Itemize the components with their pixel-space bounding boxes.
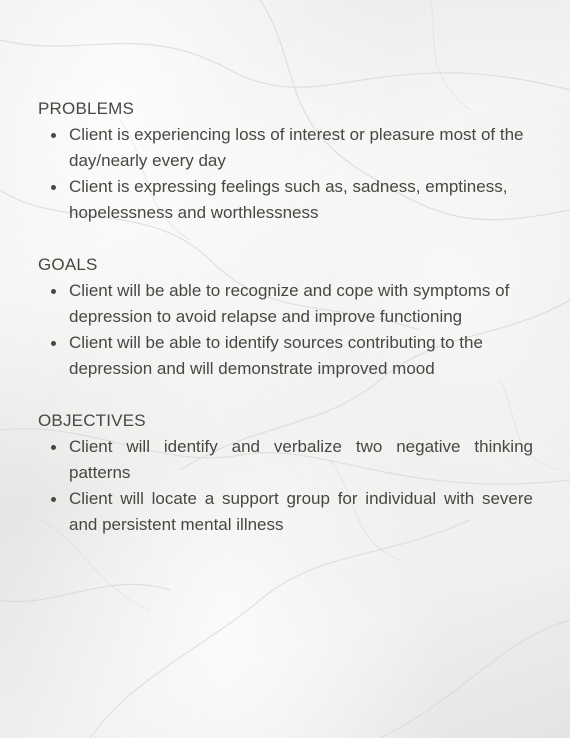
list-item: Client is expressing feelings such as, sadness, emptiness, hopelessness and worthlessness [69, 174, 533, 226]
list-item: Client will locate a support group for individual with severe and persistent mental illness [69, 486, 533, 538]
goals-list [38, 278, 533, 382]
list-item: Client is experiencing loss of interest or pleasure most of the day/nearly every day [69, 122, 533, 174]
objectives-section [38, 408, 533, 538]
list-item: Client will identify and verbalize two negative thinking patterns [69, 434, 533, 486]
problems-list [38, 122, 533, 226]
goals-section [38, 252, 533, 382]
goals-heading: GOALS [38, 255, 98, 274]
list-item: Client will be able to recognize and cope with symptoms of depression to avoid relapse and improve functioning [69, 278, 533, 330]
list-item: Client will be able to identify sources contributing to the depression and will demonstrate improved mood [69, 330, 533, 382]
bullet-icon [51, 445, 56, 450]
objectives-heading: OBJECTIVES [38, 411, 146, 430]
bullet-icon [51, 185, 56, 190]
document-body [38, 96, 533, 564]
bullet-icon [51, 289, 56, 294]
bullet-icon [51, 341, 56, 346]
problems-heading: PROBLEMS [38, 99, 135, 118]
bullet-icon [51, 133, 56, 138]
problems-section [38, 96, 533, 226]
bullet-icon [51, 497, 56, 502]
objectives-list [38, 434, 533, 538]
